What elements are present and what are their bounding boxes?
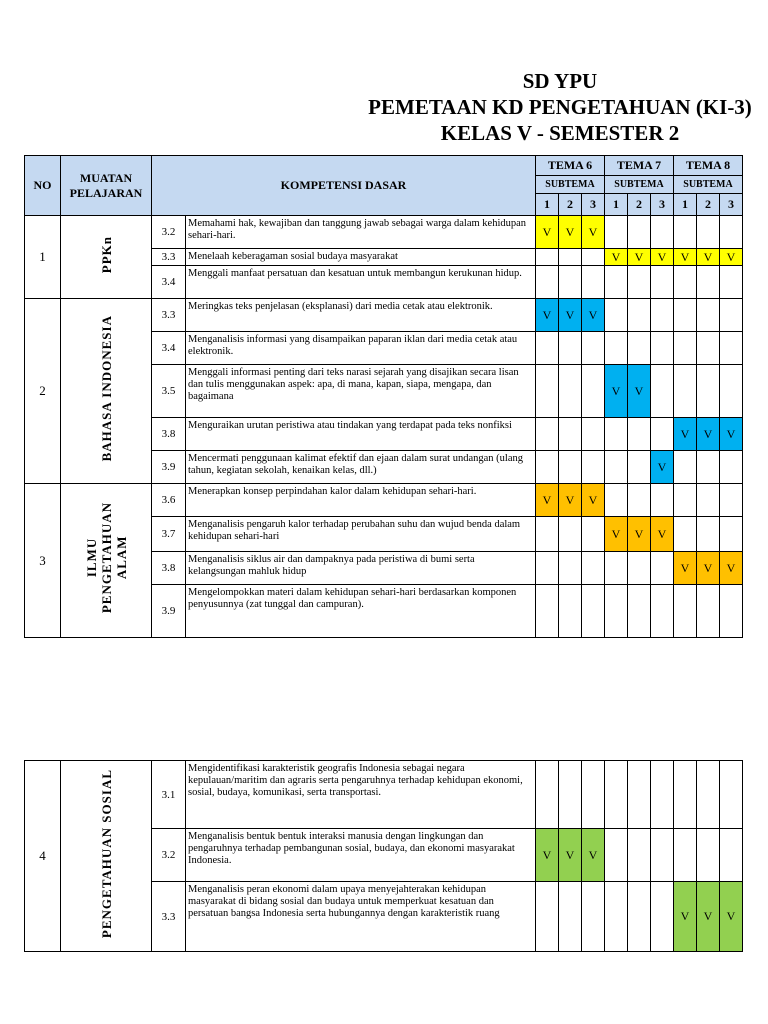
kd-code: 3.2 xyxy=(152,216,186,249)
empty-cell xyxy=(651,761,674,829)
empty-cell xyxy=(651,552,674,585)
subject-cell xyxy=(61,299,152,484)
empty-cell xyxy=(559,249,582,266)
empty-cell xyxy=(582,882,605,952)
empty-cell xyxy=(628,266,651,299)
subject-cell xyxy=(61,484,152,638)
empty-cell xyxy=(651,585,674,638)
check-cell: V xyxy=(582,216,605,249)
school-name: SD YPU xyxy=(522,69,598,93)
empty-cell xyxy=(605,418,628,451)
empty-cell xyxy=(536,249,559,266)
empty-cell xyxy=(720,829,743,882)
empty-cell xyxy=(697,761,720,829)
class-semester: KELAS V - SEMESTER 2 xyxy=(440,121,680,145)
empty-cell xyxy=(628,829,651,882)
subject-name: PENGETAHUAN SOSIAL xyxy=(98,768,114,939)
kd-code: 3.7 xyxy=(152,517,186,552)
check-cell: V xyxy=(720,249,743,266)
empty-cell xyxy=(674,332,697,365)
empty-cell xyxy=(651,365,674,418)
col-subtema-num: 2 xyxy=(559,194,582,216)
kd-description: Mencermati penggunaan kalimat efektif dan ejaan dalam surat undangan (ulang tahun, kegiatan sekolah, kenaikan kelas, dll.) xyxy=(186,451,536,484)
empty-cell xyxy=(559,451,582,484)
empty-cell xyxy=(536,418,559,451)
empty-cell xyxy=(720,585,743,638)
check-cell: V xyxy=(697,882,720,952)
table-header xyxy=(25,156,743,216)
empty-cell xyxy=(651,216,674,249)
subject-cell xyxy=(61,216,152,299)
empty-cell xyxy=(674,299,697,332)
empty-cell xyxy=(582,266,605,299)
col-subtema-num: 3 xyxy=(720,194,743,216)
empty-cell xyxy=(628,585,651,638)
empty-cell xyxy=(628,418,651,451)
empty-cell xyxy=(720,484,743,517)
kd-code: 3.5 xyxy=(152,365,186,418)
col-subtema-num: 1 xyxy=(605,194,628,216)
check-cell: V xyxy=(628,365,651,418)
empty-cell xyxy=(628,332,651,365)
check-cell: V xyxy=(536,829,559,882)
check-cell: V xyxy=(605,517,628,552)
subject-name-line: ALAM xyxy=(113,536,129,580)
empty-cell xyxy=(628,484,651,517)
empty-cell xyxy=(720,332,743,365)
empty-cell xyxy=(559,517,582,552)
col-subtema-num: 3 xyxy=(651,194,674,216)
empty-cell xyxy=(559,266,582,299)
kd-code: 3.9 xyxy=(152,451,186,484)
kd-description: Menganalisis peran ekonomi dalam upaya menyejahterakan kehidupan masyarakat di bidang sosial dan budaya untuk memperkuat kesatuan dan persatuan bangsa Indonesia serta hubungannya dengan karakteristik ruang xyxy=(186,882,536,952)
empty-cell xyxy=(674,517,697,552)
check-cell: V xyxy=(674,552,697,585)
empty-cell xyxy=(536,517,559,552)
empty-cell xyxy=(697,451,720,484)
col-subtema-num: 3 xyxy=(582,194,605,216)
row-number: 4 xyxy=(25,761,61,952)
subject-cell xyxy=(61,761,152,952)
kd-description: Meringkas teks penjelasan (eksplanasi) dari media cetak atau elektronik. xyxy=(186,299,536,332)
check-cell: V xyxy=(582,484,605,517)
subject-name xyxy=(84,502,129,613)
kd-code: 3.3 xyxy=(152,299,186,332)
col-tema-8: TEMA 8 xyxy=(674,156,743,176)
check-cell: V xyxy=(536,484,559,517)
check-cell: V xyxy=(559,484,582,517)
empty-cell xyxy=(605,585,628,638)
kd-code: 3.3 xyxy=(152,249,186,266)
col-subtema-num: 1 xyxy=(674,194,697,216)
kd-code: 3.9 xyxy=(152,585,186,638)
subject-name: BAHASA INDONESIA xyxy=(98,315,114,462)
kd-description: Menganalisis siklus air dan dampaknya pada peristiwa di bumi serta kelangsungan mahluk hidup xyxy=(186,552,536,585)
check-cell: V xyxy=(674,418,697,451)
empty-cell xyxy=(536,761,559,829)
kd-description: Menggali informasi penting dari teks narasi sejarah yang disajikan secara lisan dan tulis menggunakan aspek: apa, di mana, kapan, siapa, mengapa, dan bagaimana xyxy=(186,365,536,418)
empty-cell xyxy=(559,585,582,638)
kd-description: Menganalisis bentuk bentuk interaksi manusia dengan lingkungan dan pengaruhnya terhadap pembangunan sosial, budaya, dan ekonomi masyarakat Indonesia. xyxy=(186,829,536,882)
empty-cell xyxy=(559,418,582,451)
empty-cell xyxy=(674,266,697,299)
empty-cell xyxy=(582,365,605,418)
empty-cell xyxy=(559,365,582,418)
check-cell: V xyxy=(628,249,651,266)
empty-cell xyxy=(559,882,582,952)
empty-cell xyxy=(697,484,720,517)
check-cell: V xyxy=(605,249,628,266)
empty-cell xyxy=(697,517,720,552)
empty-cell xyxy=(651,882,674,952)
kd-code: 3.8 xyxy=(152,418,186,451)
empty-cell xyxy=(720,451,743,484)
check-cell: V xyxy=(559,829,582,882)
check-cell: V xyxy=(697,249,720,266)
empty-cell xyxy=(582,552,605,585)
kd-code: 3.1 xyxy=(152,761,186,829)
empty-cell xyxy=(697,299,720,332)
kd-mapping-table xyxy=(24,155,743,638)
kd-code: 3.2 xyxy=(152,829,186,882)
empty-cell xyxy=(536,585,559,638)
col-kd: KOMPETENSI DASAR xyxy=(152,156,536,216)
empty-cell xyxy=(605,761,628,829)
check-cell: V xyxy=(582,299,605,332)
empty-cell xyxy=(605,299,628,332)
empty-cell xyxy=(605,829,628,882)
empty-cell xyxy=(582,451,605,484)
kd-code: 3.4 xyxy=(152,332,186,365)
table-row xyxy=(25,216,743,249)
empty-cell xyxy=(697,585,720,638)
empty-cell xyxy=(720,216,743,249)
empty-cell xyxy=(536,552,559,585)
empty-cell xyxy=(605,484,628,517)
check-cell: V xyxy=(651,249,674,266)
kd-code: 3.4 xyxy=(152,266,186,299)
empty-cell xyxy=(536,332,559,365)
col-subtema: SUBTEMA xyxy=(605,176,674,194)
kd-description: Menganalisis pengaruh kalor terhadap perubahan suhu dan wujud benda dalam kehidupan sehari-hari xyxy=(186,517,536,552)
check-cell: V xyxy=(536,216,559,249)
check-cell: V xyxy=(559,216,582,249)
empty-cell xyxy=(674,365,697,418)
empty-cell xyxy=(582,585,605,638)
row-number: 1 xyxy=(25,216,61,299)
check-cell: V xyxy=(674,249,697,266)
empty-cell xyxy=(628,216,651,249)
empty-cell xyxy=(651,418,674,451)
empty-cell xyxy=(582,517,605,552)
kd-description: Memahami hak, kewajiban dan tanggung jawab sebagai warga dalam kehidupan sehari-hari. xyxy=(186,216,536,249)
empty-cell xyxy=(536,365,559,418)
empty-cell xyxy=(651,829,674,882)
empty-cell xyxy=(605,882,628,952)
check-cell: V xyxy=(651,517,674,552)
kd-code: 3.8 xyxy=(152,552,186,585)
empty-cell xyxy=(582,249,605,266)
check-cell: V xyxy=(559,299,582,332)
check-cell: V xyxy=(628,517,651,552)
empty-cell xyxy=(697,829,720,882)
empty-cell xyxy=(628,299,651,332)
empty-cell xyxy=(697,216,720,249)
check-cell: V xyxy=(605,365,628,418)
kd-description: Menggali manfaat persatuan dan kesatuan untuk membangun kerukunan hidup. xyxy=(186,266,536,299)
page-header xyxy=(0,0,768,150)
kd-description: Menerapkan konsep perpindahan kalor dalam kehidupan sehari-hari. xyxy=(186,484,536,517)
kd-description: Menganalisis informasi yang disampaikan paparan iklan dari media cetak atau elektronik. xyxy=(186,332,536,365)
empty-cell xyxy=(651,332,674,365)
kd-description: Mengidentifikasi karakteristik geografis Indonesia sebagai negara kepulauan/maritim dan agraris serta pengaruhnya terhadap kehidupan ekonomi, sosial, budaya, komunikasi, serta transportasi. xyxy=(186,761,536,829)
empty-cell xyxy=(559,332,582,365)
empty-cell xyxy=(720,299,743,332)
empty-cell xyxy=(674,484,697,517)
empty-cell xyxy=(674,451,697,484)
empty-cell xyxy=(605,451,628,484)
subject-name-line: PENGETAHUAN xyxy=(98,502,114,614)
kd-code: 3.6 xyxy=(152,484,186,517)
empty-cell xyxy=(697,266,720,299)
empty-cell xyxy=(720,365,743,418)
empty-cell xyxy=(628,882,651,952)
kd-description: Menguraikan urutan peristiwa atau tindakan yang terdapat pada teks nonfiksi xyxy=(186,418,536,451)
kd-description: Menelaah keberagaman sosial budaya masyarakat xyxy=(186,249,536,266)
col-subtema-num: 2 xyxy=(628,194,651,216)
check-cell: V xyxy=(697,552,720,585)
empty-cell xyxy=(720,517,743,552)
kd-mapping-table-continued xyxy=(24,760,743,952)
table-row xyxy=(25,299,743,332)
empty-cell xyxy=(605,552,628,585)
check-cell: V xyxy=(720,418,743,451)
empty-cell xyxy=(697,332,720,365)
col-subtema: SUBTEMA xyxy=(674,176,743,194)
empty-cell xyxy=(582,332,605,365)
empty-cell xyxy=(536,882,559,952)
col-no: NO xyxy=(25,156,61,216)
col-tema-7: TEMA 7 xyxy=(605,156,674,176)
empty-cell xyxy=(559,761,582,829)
col-subtema-num: 1 xyxy=(536,194,559,216)
empty-cell xyxy=(651,266,674,299)
empty-cell xyxy=(628,451,651,484)
empty-cell xyxy=(674,216,697,249)
check-cell: V xyxy=(697,418,720,451)
kd-code: 3.3 xyxy=(152,882,186,952)
empty-cell xyxy=(651,299,674,332)
col-subtema: SUBTEMA xyxy=(536,176,605,194)
empty-cell xyxy=(674,761,697,829)
check-cell: V xyxy=(582,829,605,882)
table-row xyxy=(25,484,743,517)
empty-cell xyxy=(536,266,559,299)
empty-cell xyxy=(628,761,651,829)
kd-description: Mengelompokkan materi dalam kehidupan sehari-hari berdasarkan komponen penyusunnya (zat tunggal dan campuran). xyxy=(186,585,536,638)
empty-cell xyxy=(628,552,651,585)
page-title: PEMETAAN KD PENGETAHUAN (KI-3) xyxy=(368,95,752,119)
row-number: 3 xyxy=(25,484,61,638)
check-cell: V xyxy=(651,451,674,484)
empty-cell xyxy=(582,418,605,451)
empty-cell xyxy=(605,216,628,249)
empty-cell xyxy=(720,266,743,299)
empty-cell xyxy=(559,552,582,585)
empty-cell xyxy=(674,829,697,882)
empty-cell xyxy=(536,451,559,484)
empty-cell xyxy=(674,585,697,638)
col-tema-6: TEMA 6 xyxy=(536,156,605,176)
col-subtema-num: 2 xyxy=(697,194,720,216)
table-row xyxy=(25,761,743,829)
row-number: 2 xyxy=(25,299,61,484)
col-muatan: MUATAN PELAJARAN xyxy=(61,156,152,216)
check-cell: V xyxy=(536,299,559,332)
subject-name-line: ILMU xyxy=(83,538,99,578)
subject-name: PPKn xyxy=(98,235,114,274)
empty-cell xyxy=(582,761,605,829)
check-cell: V xyxy=(674,882,697,952)
check-cell: V xyxy=(720,552,743,585)
empty-cell xyxy=(651,484,674,517)
check-cell: V xyxy=(720,882,743,952)
empty-cell xyxy=(605,266,628,299)
empty-cell xyxy=(720,761,743,829)
empty-cell xyxy=(697,365,720,418)
empty-cell xyxy=(605,332,628,365)
